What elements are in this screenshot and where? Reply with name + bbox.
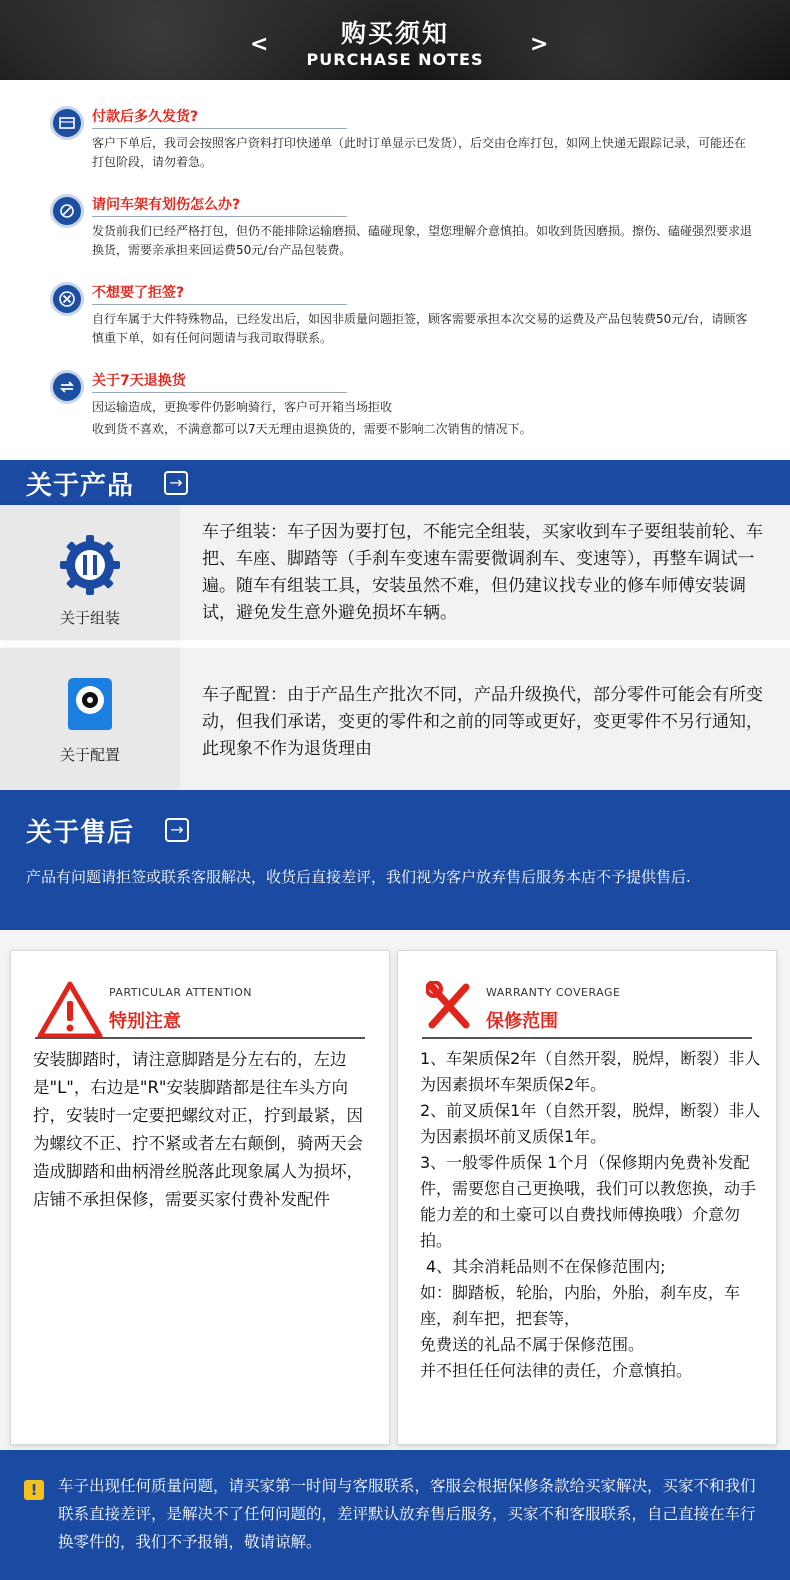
warning-icon: ! [24,1480,44,1500]
divider [92,304,347,305]
section-title: 关于售后 [26,818,135,848]
note-answer [92,398,752,439]
card-cn-title: 保修范围 [486,1011,558,1032]
package-icon [50,106,84,140]
card-en-title: PARTICULAR ATTENTION [109,986,252,999]
card-body [420,1046,765,1384]
next-arrow-icon[interactable]: > [530,32,549,57]
warning-triangle-icon [37,981,103,1039]
enter-icon: → [164,471,188,495]
divider [92,128,347,129]
note-answer: 客户下单后，我司会按照客户资料打印快递单（此时订单显示已发货），后交由仓库打包，如网上快递无跟踪记录，可能还在打包阶段，请勿着急。 [92,136,747,169]
row-icon-panel [0,505,180,640]
row-label: 关于组装 [59,609,120,627]
warranty-line: 1、车架质保2年（自然开裂，脱焊，断裂）非人为因素损坏车架质保2年。 [420,1049,761,1094]
exchange-icon [50,370,84,404]
wrench-gear-icon [56,531,124,599]
cards-area [0,930,790,1450]
reject-icon [50,282,84,316]
section-title: 关于产品 [26,471,135,501]
divider [422,1037,752,1039]
row-label: 关于配置 [59,746,120,764]
attention-card [10,950,390,1445]
product-row-assembly [0,505,790,640]
note-question: 付款后多久发货? [92,109,199,125]
row-icon-panel [0,648,180,790]
warranty-line: 3、一般零件质保 1个月（保修期内免费补发配件，需要您自己更换哦，我们可以教您换，动手能力差的和土豪可以自费找师傅换哦）介意勿拍。 [420,1153,757,1250]
note-answer: 自行车属于大件特殊物品，已经发出后，如因非质量问题拒签，顾客需要承担本次交易的运费及产品包装费50元/台，请顾客慎重下单，如有任何问题请与我司取得联系。 [92,312,748,345]
attention-text: 安装脚踏时，请注意脚踏是分左右的，左边是"L"，右边是"R"安装脚踏都是往车头方向拧，安装时一定要把螺纹对正，拧到最紧，因为螺纹不正、拧不紧或者左右颠倒，骑两天会造成脚踏和曲柄滑丝脱落此现象属人为损坏，店铺不承担保修，需要买家付费补发配件 [33,1050,363,1209]
purchase-notes [0,80,790,460]
product-section-banner [0,460,790,505]
after-sale-text: 产品有问题请拒签或联系客服解决，收货后直接差评，我们视为客户放弃售后服务本店不予提供售后. [26,868,691,886]
page-title: 购买须知 [340,19,449,48]
note-question: 关于7天退换货 [92,373,186,389]
note-answer-line: 因运输造成，更换零件仍影响骑行，客户可开箱当场拒收 [92,400,393,414]
warranty-line: 如：脚踏板，轮胎，内胎，外胎，刹车皮，车座，刹车把，把套等， [420,1283,741,1328]
divider [92,392,347,393]
tools-icon [426,981,472,1031]
warranty-line: 2、前叉质保1年（自然开裂，脱焊，断裂）非人为因素损坏前叉质保1年。 [420,1101,761,1146]
divider [92,216,347,217]
note-question: 请问车架有划伤怎么办? [92,197,241,213]
warranty-card [397,950,777,1445]
divider [35,1037,365,1039]
scratch-icon [50,194,84,228]
config-icon [64,676,116,732]
row-text: 车子组装：车子因为要打包，不能完全组装，买家收到车子要组装前轮、车把、车座、脚踏等（手刹车变速车需要微调刹车、变速等），再整车调试一遍。随车有组装工具，安装虽然不难，但仍建议找专业的修车师傅安装调试，避免发生意外避免损坏车辆。 [202,522,763,623]
enter-icon: → [165,818,189,842]
card-en-title: WARRANTY COVERAGE [486,986,621,999]
footer-notice [0,1450,790,1580]
after-sale-section [0,790,790,930]
note-question: 不想要了拒签? [92,285,185,301]
note-answer: 发货前我们已经严格打包，但仍不能排除运输磨损、磕碰现象，望您理解介意慎拍。如收到货因磨损。擦伤、磕碰强烈要求退换货，需要亲承担来回运费50元/台产品包装费。 [92,224,753,257]
header-banner [0,0,790,80]
prev-arrow-icon[interactable]: < [250,32,269,57]
warranty-line: 并不担任任何法律的责任，介意慎拍。 [420,1361,693,1380]
note-answer-line: 收到货不喜欢，不满意都可以7天无理由退换货的，需要不影响二次销售的情况下。 [92,422,532,436]
row-text: 车子配置：由于产品生产批次不同，产品升级换代，部分零件可能会有所变动，但我们承诺，变更的零件和之前的同等或更好，变更零件不另行通知，此现象不作为退货理由 [202,685,763,759]
product-row-config [0,648,790,790]
warranty-line: 4、其余消耗品则不在保修范围内; [426,1257,666,1276]
footer-text: 车子出现任何质量问题，请买家第一时间与客服联系，客服会根据保修条款给买家解决，买家不和我们联系直接差评，是解决不了任何问题的，差评默认放弃售后服务，买家不和客服联系，自己直接在车行换零件的，我们不予报销，敬请谅解。 [58,1477,756,1551]
page-subtitle: PURCHASE NOTES [306,50,484,69]
card-body [33,1046,378,1214]
warranty-line: 免费送的礼品不属于保修范围。 [420,1335,645,1354]
card-cn-title: 特别注意 [109,1011,181,1032]
